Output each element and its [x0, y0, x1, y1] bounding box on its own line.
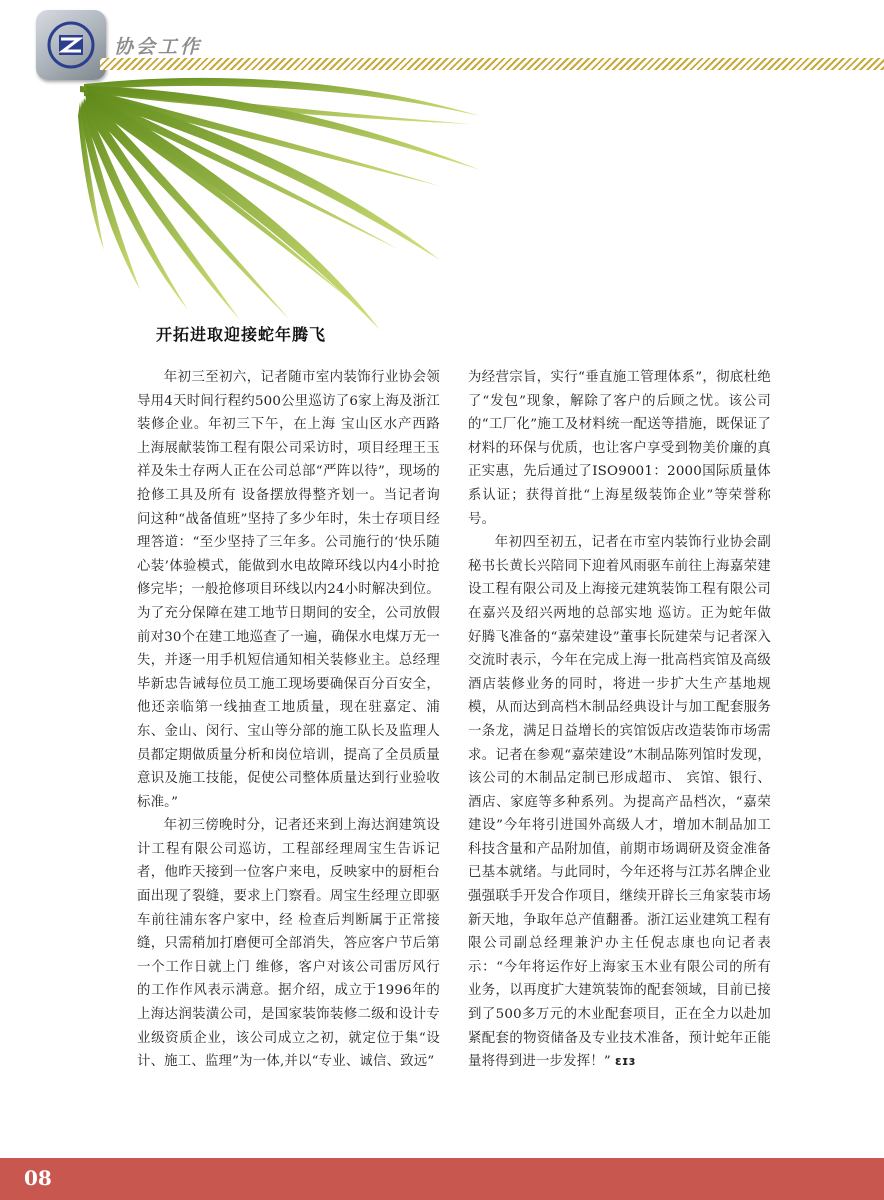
- footer-bar: [0, 1158, 884, 1200]
- paragraph: [468, 531, 771, 1074]
- paragraph-text: 年初四至初五，记者在市室内装饰行业协会副秘书长黄长兴陪同下迎着风雨驱车前往上海嘉荣建设工程有限公司及上海接元建筑装饰工程有限公司在嘉兴及绍兴两地的总部实地 巡访。正为蛇年做好腾飞准备的“嘉荣建设”董事长阮建荣与记者深入交流时表示，今年在完成上海一批高档宾馆及高级酒店装修业务的同时，将进一步扩大生产基地规模，从而达到高档木制品经典设计与加工配套服务一条龙，满足日益增长的宾馆饭店改造装饰市场需求。记者在参观“嘉荣建设”木制品陈列馆时发现，该公司的木制品定制已形成超市、 宾馆、银行、酒店、家庭等多种系列。为提高产品档次，“嘉荣建设”今年将引进国外高级人才，增加木制品加工科技含量和产品附加值，前期市场调研及资金准备已基本就绪。与此同时，今年还将与江苏名牌企业强强联手开发合作项目，继续开辟长三角家装市场新天地，争取年总产值翻番。浙江运业建筑工程有限公司副总经理兼沪办主任倪志康也向记者表示：“今年将运作好上海家玉木业有限公司的所有业务，以再度扩大建筑装饰的配套领域，目前已接到了500多万元的木业配套项目，正在全力以赴加紧配套的物资储备及专业技术准备，预计蛇年正能量将得到进一步发挥！”: [468, 535, 771, 1070]
- paragraph: 为经营宗旨，实行“垂直施工管理体系”，彻底杜绝了“发包”现象，解除了客户的后顾之忧。该公司的“工厂化”施工及材料统一配送等措施，既保证了材料的环保与优质，也让客户享受到物美价廉的真正实惠，先后通过了ISO9001：2000国际质量体系认证；获得首批“上海星级装饰企业”等荣誉称号。: [468, 370, 771, 527]
- paragraph: 为了充分保障在建工地节日期间的安全，公司放假前对30个在建工地巡查了一遍，确保水电煤万无一失，并逐一用手机短信通知相关装修业主。总经理毕新忠告诫每位员工施工现场要确保百分百安全，他还亲临第一线抽查工地质量，现在驻嘉定、浦东、金山、闵行、宝山等分部的施工队长及监理人员都定期做质量分析和岗位培训，提高了全员质量意识及施工技能，促使公司整体质量达到行业验收标准。”: [137, 605, 440, 810]
- article-column-left: [137, 366, 440, 1074]
- paragraph: 年初三至初六，记者随市室内装饰行业协会领导用4天时间行程约500公里巡访了6家上海及浙江装修企业。年初三下午，在上海 宝山区水产西路上海展献装饰工程有限公司采访时，项目经理王玉祥及朱士存两人正在公司总部“严阵以待”，现场的抢修工具及所有 设备摆放得整齐划一。当记者询问这种“战备值班”坚持了多少年时，朱士存项目经理答道：“至少坚持了三年多。公司施行的‘快乐随心装’体验模式，能做到水电故障环线以内4小时抢修完毕；一般抢修项目环线以内24小时解决到位。: [137, 370, 440, 598]
- article-column-right: [468, 366, 771, 1074]
- end-mark: ɛɪɜ: [614, 1054, 636, 1069]
- section-title: 协会工作: [114, 36, 203, 58]
- article-title: 开拓进取迎接蛇年腾飞: [156, 325, 327, 344]
- page-number: 08: [24, 1166, 52, 1190]
- palm-leaves-decoration: [0, 0, 884, 340]
- paragraph: 年初三傍晚时分，记者还来到上海达润建筑设计工程有限公司巡访，工程部经理周宝生告诉记者，他昨天接到一位客户来电，反映家中的厨柜台面出现了裂缝，要求上门察看。周宝生经理立即驱车前往浦东客户家中，经 检查后判断属于正常接缝，只需稍加打磨便可全部消失，答应客户节后第一个工作日就上门 维修，客户对该公司雷厉风行的工作作风表示满意。据介绍，成立于1996年的上海达润装潢公司，是国家装饰装修二级和设计专业级资质企业，该公司成立之初，就定位于集“设计、施工、监理”为一体,并以“专业、诚信、致远”: [137, 818, 440, 1070]
